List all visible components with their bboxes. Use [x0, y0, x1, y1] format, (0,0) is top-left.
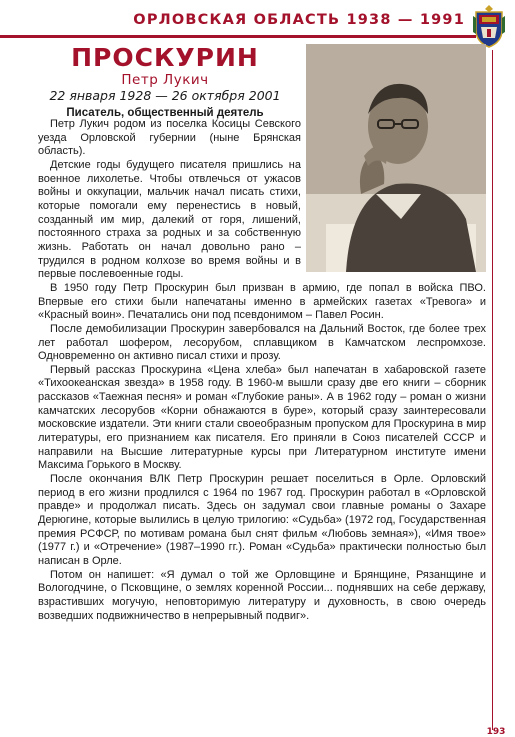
person-given-names: Петр Лукич	[121, 72, 209, 88]
page-header	[0, 0, 515, 44]
paragraph: В 1950 году Петр Проскурин был призван в армию, где попал в войска ПВО. Впервые его стихи были напечатаны именно в армейских газетах «Тревога» и «Красный воин». Печатались они под псевдонимом – Павел Росин.	[38, 281, 486, 322]
paragraph: После окончания ВЛК Петр Проскурин решает поселиться в Орле. Орловский период в его жизни продлился с 1964 по 1967 год. Проскурин работал в «Орловской правде» и продолжал писать. Здесь он задумал свои главные романы о Захаре Дерюгине, которые вылились в целую трилогию: «Судьба» (1972 год, Государственная премия РСФСР, по мотивам романа был снят фильм «Любовь земная»), «Имя твое» (1977 г.) и «Отречение» (1987–1990 гг.). Роман «Судьба» практически полностью был написан в Орле.	[38, 473, 486, 567]
biography-text	[38, 118, 486, 623]
person-surname: ПРОСКУРИН	[71, 43, 259, 72]
margin-rule	[492, 50, 494, 730]
person-role: Писатель, общественный деятель	[66, 107, 264, 119]
paragraph: Потом он напишет: «Я думал о той же Орловщине и Брянщине, Рязанщине и Вологодчине, о Псковщине, о землях коренной России... поднявших на себе державу, взрастивших могучую, неповторимую литературу и духовность, в свою очередь возведших подвижничество в непрерывный подвиг».	[38, 568, 486, 622]
paragraph: Первый рассказ Проскурина «Цена хлеба» был напечатан в хабаровской газете «Тихоокеанская звезда» в 1958 году. В 1960-м вышли сразу две его книги – сборник рассказов «Таежная песня» и роман «Глубокие раны». А в 1962 году – роман о жизни камчатских лесорубов «Корни обнажаются в буре», который сразу заинтересовали московские издатели. Эти книги стали своеобразным пропуском для Проскурина в мир литературы, его признанием как писателя. Его приняли в Союз писателей СССР и направили на Высшие литературные курсы при Литературном институте имени Максима Горького в Москву.	[38, 363, 486, 472]
biography-heading	[30, 44, 300, 122]
text-column-beside-photo	[38, 118, 486, 282]
header-rule	[0, 35, 476, 38]
paragraph: После демобилизации Проскурин завербовался на Дальний Восток, где более трех лет работал шофером, лесорубом, сплавщиком в Камчатском леспромхозе. Одновременно он активно писал стихи и прозу.	[38, 322, 486, 363]
page-number: 193	[486, 727, 506, 737]
orel-oblast-coat-of-arms-icon	[471, 4, 507, 48]
paragraph: Детские годы будущего писателя пришлись на военное лихолетье. Чтобы отвлечься от ужасов войны и оккупации, мальчик начал писать стихи, которые помогали ему перенестись в новый, созданный им мир, далекий от горя, лишений, постоянного страха за родных и за собственную жизнь. Работать он начал довольно рано – трудился в родном колхозе во время войны и в первые послевоенные годы.	[38, 158, 301, 281]
paragraph: Петр Лукич родом из поселка Косицы Севского уезда Орловской губернии (ныне Брянская область).	[38, 118, 301, 158]
person-life-dates: 22 января 1928 — 26 октября 2001	[49, 88, 281, 103]
section-title: ОРЛОВСКАЯ ОБЛАСТЬ 1938 — 1991	[133, 12, 465, 28]
